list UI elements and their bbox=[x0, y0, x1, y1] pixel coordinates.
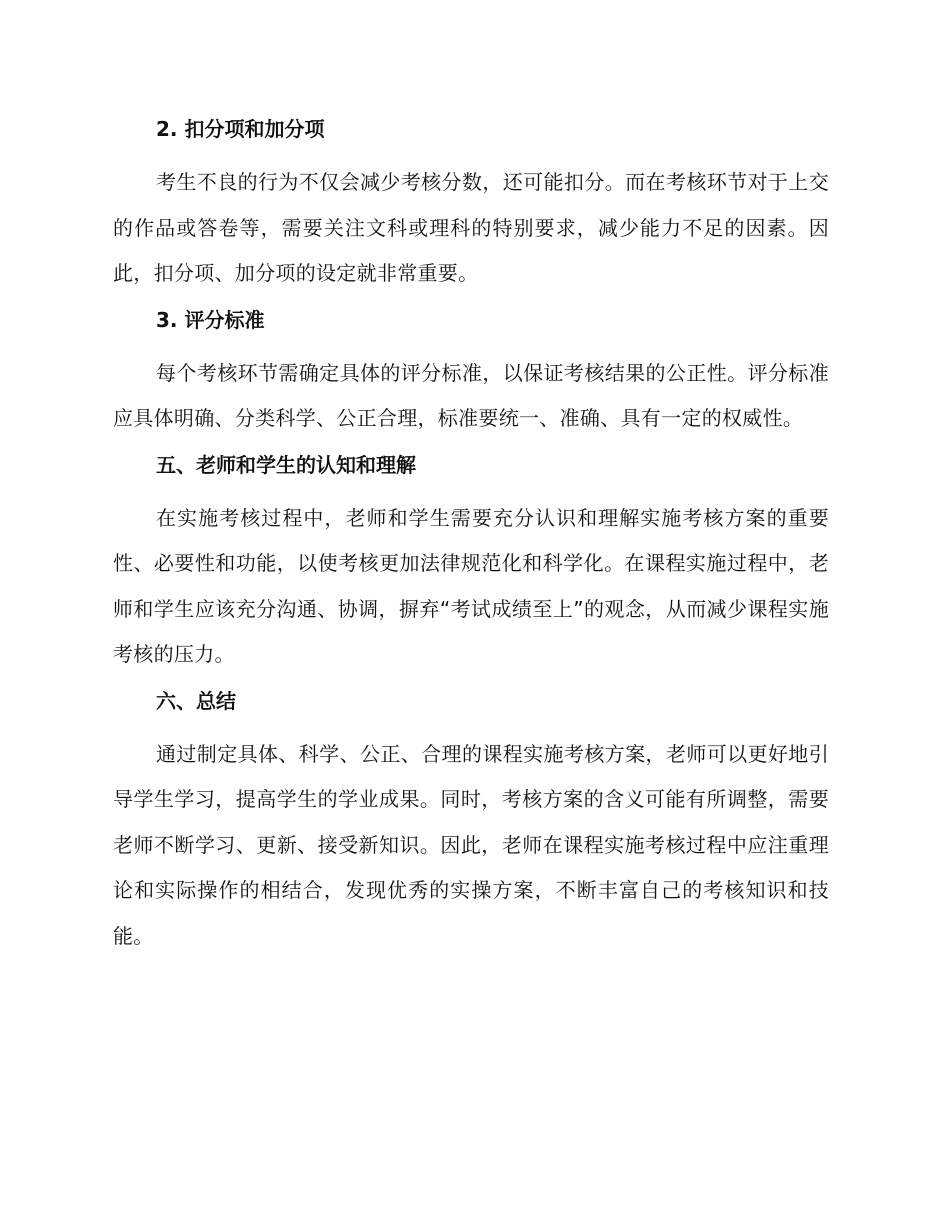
document-body bbox=[113, 112, 829, 965]
section-heading-summary: 六、总结 bbox=[156, 688, 236, 713]
section-paragraph-scoring-criteria: 每个考核环节需确定具体的评分标准，以保证考核结果的公正性。评分标准应具体明确、分类科学、公正合理，标准要统一、准确、具有一定的权威性。 bbox=[113, 360, 829, 430]
section-heading-deductions-bonuses: 2. 扣分项和加分项 bbox=[156, 117, 325, 141]
section-paragraph-summary: 通过制定具体、科学、公正、合理的课程实施考核方案，老师可以更好地引导学生学习，提高学生的学业成果。同时，考核方案的含义可能有所调整，需要老师不断学习、更新、接受新知识。因此，老师在课程实施考核过程中应注重理论和实际操作的相结合，发现优秀的实操方案，不断丰富自己的考核知识和技能。 bbox=[113, 741, 829, 948]
section-paragraph-teacher-student-understanding: 在实施考核过程中，老师和学生需要充分认识和理解实施考核方案的重要性、必要性和功能，以使考核更加法律规范化和科学化。在课程实施过程中，老师和学生应该充分沟通、协调，摒弃“考试成绩至上”的观念，从而减少课程实施考核的压力。 bbox=[113, 505, 829, 666]
section-heading-teacher-student-understanding: 五、老师和学生的认知和理解 bbox=[156, 452, 416, 477]
section-paragraph-deductions-bonuses: 考生不良的行为不仅会减少考核分数，还可能扣分。而在考核环节对于上交的作品或答卷等，需要关注文科或理科的特别要求，减少能力不足的因素。因此，扣分项、加分项的设定就非常重要。 bbox=[113, 170, 829, 285]
section-heading-scoring-criteria: 3. 评分标准 bbox=[156, 307, 265, 332]
